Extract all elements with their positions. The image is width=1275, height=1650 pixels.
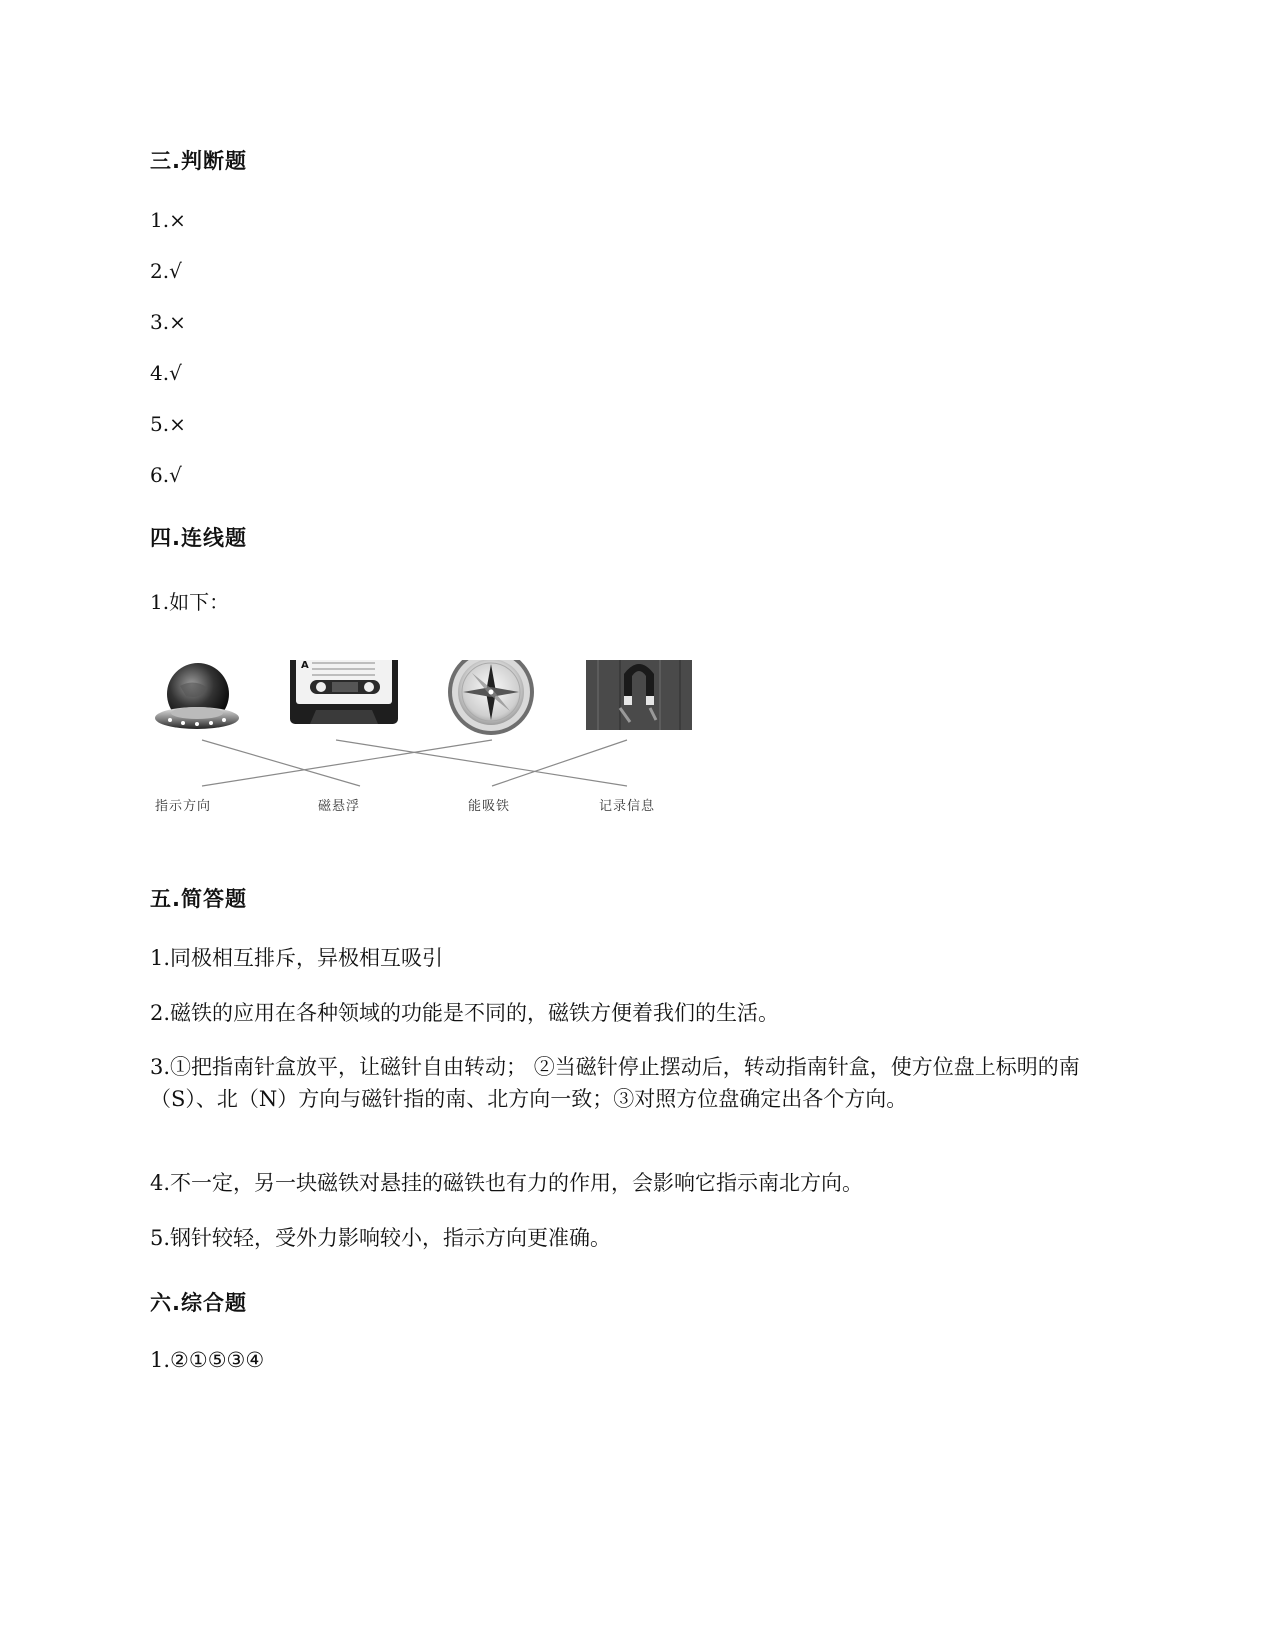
short-answer-2: 2.磁铁的应用在各种领域的功能是不同的，磁铁方便着我们的生活。	[150, 1001, 780, 1025]
comprehensive-answer-1: 1.②①⑤③④	[150, 1348, 265, 1372]
short-answer-3: 3.①把指南针盒放平，让磁针自由转动； ②当磁针停止摆动后，转动指南针盒，使方位盘上标明的南（S）、北（N）方向与磁针指的南、北方向一致；③对照方位盘确定出各个方向。	[150, 1055, 1080, 1111]
caption-direction: 指示方向	[155, 799, 212, 814]
match-line-3	[202, 740, 492, 786]
match-line-4	[492, 740, 627, 786]
horseshoe-magnet-image	[586, 660, 692, 730]
short-answer-4: 4.不一定，另一块磁铁对悬挂的磁铁也有力的作用，会影响它指示南北方向。	[150, 1171, 864, 1195]
match-line-1	[202, 740, 360, 786]
section-heading-short: 五.简答题	[150, 887, 247, 911]
levitation-globe-image	[155, 663, 239, 729]
judge-answer-2: 2.√	[150, 259, 182, 283]
judge-answer-5: 5.×	[150, 412, 186, 436]
judge-answer-4: 4.√	[150, 361, 182, 385]
judge-answer-1: 1.×	[150, 208, 186, 232]
matching-answer-1: 1.如下：	[150, 590, 230, 614]
cassette-tape-image	[290, 660, 398, 724]
caption-levitation: 磁悬浮	[318, 799, 361, 814]
judge-answer-6: 6.√	[150, 463, 182, 487]
matching-figure	[150, 660, 730, 860]
short-answer-5: 5.钢针较轻，受外力影响较小，指示方向更准确。	[150, 1226, 612, 1250]
caption-record-info: 记录信息	[599, 799, 656, 814]
match-line-2	[336, 740, 627, 786]
short-answer-1: 1.同极相互排斥，异极相互吸引	[150, 946, 444, 970]
compass-image	[448, 660, 534, 735]
section-heading-judge: 三.判断题	[150, 149, 247, 173]
matching-lines	[202, 740, 627, 786]
caption-attract-iron: 能吸铁	[468, 799, 511, 814]
svg-text:A: A	[301, 660, 309, 671]
judge-answer-3: 3.×	[150, 310, 186, 334]
section-heading-comprehensive: 六.综合题	[150, 1291, 247, 1315]
section-heading-matching: 四.连线题	[150, 526, 247, 550]
